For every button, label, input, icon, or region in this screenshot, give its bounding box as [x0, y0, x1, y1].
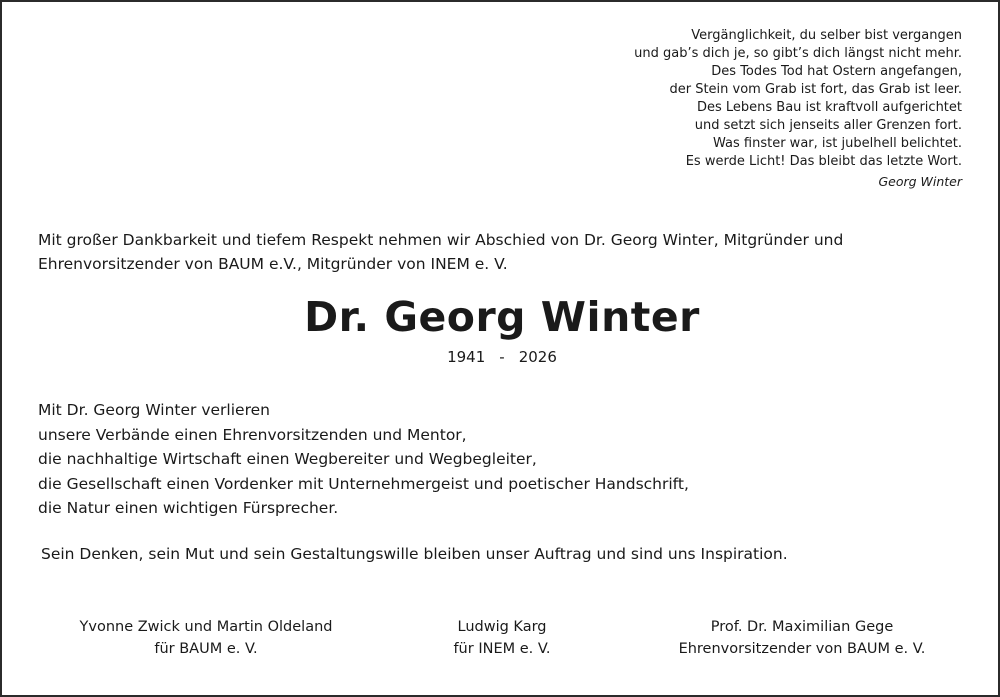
poem-line: und setzt sich jenseits aller Grenzen fort. [694, 118, 962, 133]
tribute-line: unsere Verbände einen Ehrenvorsitzenden und Mentor, [38, 425, 467, 444]
tribute-line: Mit Dr. Georg Winter verlieren [38, 401, 270, 419]
life-dates [2, 347, 1000, 367]
signature-name: Prof. Dr. Maximilian Gege [710, 619, 894, 635]
closing-statement: Sein Denken, sein Mut und sein Gestaltungswille bleiben unser Auftrag und sind uns Inspiration. [41, 545, 788, 563]
signatures [2, 616, 1000, 666]
poem-line: Es werde Licht! Das bleibt das letzte Wort. [685, 154, 962, 169]
intro-line: Ehrenvorsitzender von BAUM e.V., Mitgründer von INEM e. V. [38, 255, 508, 273]
poem-author: Georg Winter [878, 174, 962, 189]
deceased-name: Dr. Georg Winter [304, 293, 700, 341]
date-separator: - [499, 348, 505, 366]
signature-block [402, 616, 602, 660]
intro-line: Mit großer Dankbarkeit und tiefem Respekt nehmen wir Abschied von Dr. Georg Winter, Mitgründer und [38, 231, 844, 249]
intro-text [38, 228, 938, 276]
poem-line: der Stein vom Grab ist fort, das Grab ist leer. [669, 82, 962, 97]
poem-line: Vergänglichkeit, du selber bist vergangen [691, 28, 962, 43]
poem [634, 27, 962, 191]
poem-line: Was finster war, ist jubelhell belichtet. [713, 136, 962, 151]
signature-name: Yvonne Zwick und Martin Oldeland [79, 619, 333, 635]
poem-line: Des Lebens Bau ist kraftvoll aufgerichtet [696, 100, 962, 115]
signature-role: für BAUM e. V. [154, 641, 258, 657]
signature-block [652, 616, 952, 660]
poem-line: und gab’s dich je, so gibt’s dich längst nicht mehr. [634, 46, 962, 61]
tribute-line: die nachhaltige Wirtschaft einen Wegbereiter und Wegbegleiter, [38, 450, 537, 468]
signature-role: Ehrenvorsitzender von BAUM e. V. [678, 641, 926, 657]
tribute-line: die Natur einen wichtigen Fürsprecher. [38, 499, 339, 517]
signature-role: für INEM e. V. [453, 641, 551, 657]
poem-line: Des Todes Tod hat Ostern angefangen, [711, 64, 962, 79]
signature-name: Ludwig Karg [457, 619, 547, 635]
death-year: 2026 [518, 348, 557, 366]
tribute-text [38, 398, 689, 521]
tribute-line: die Gesellschaft einen Vordenker mit Unternehmergeist und poetischer Handschrift, [38, 474, 689, 493]
birth-year: 1941 [447, 348, 486, 366]
poem-stanza-2 [634, 99, 962, 171]
signature-block [56, 616, 356, 660]
poem-stanza-1 [634, 27, 962, 99]
